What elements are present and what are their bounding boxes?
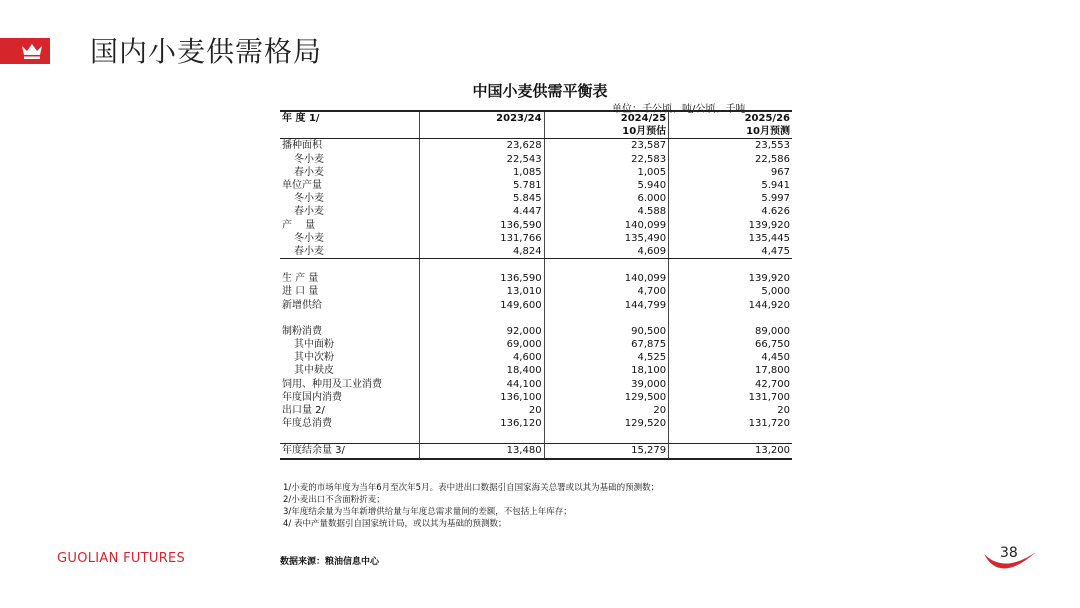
footnote: 4/ 表中产量数据引自国家统计局，或以其为基础的预测数； — [283, 519, 507, 529]
table-row — [280, 139, 792, 153]
table-cell: 4.588 — [544, 205, 669, 218]
unit-label: 单位：千公顷、吨/公顷、千吨 — [612, 104, 746, 115]
table-row — [280, 325, 792, 338]
table-cell: 20 — [420, 404, 545, 417]
row-label: 冬小麦 — [294, 232, 324, 244]
row-label: 新增供给 — [282, 299, 322, 311]
table-row — [280, 166, 792, 179]
table-cell: 5.941 — [669, 179, 792, 192]
row-label: 出口量 2/ — [282, 405, 325, 417]
row-label: 冬小麦 — [294, 193, 324, 205]
table-cell: 22,543 — [420, 153, 545, 166]
table-cell: 92,000 — [420, 325, 545, 338]
row-label: 春小麦 — [280, 245, 420, 259]
supply-demand-table — [280, 110, 792, 460]
table-row — [280, 153, 792, 166]
table-row — [280, 444, 792, 459]
table-cell: 136,590 — [420, 272, 545, 285]
table-cell: 17,800 — [669, 364, 792, 377]
table-row — [280, 299, 792, 312]
row-label: 生 产 量 — [282, 273, 319, 285]
table-cell: 135,490 — [544, 232, 669, 245]
table-cell: 4,609 — [544, 245, 669, 259]
row-label: 单位产量 — [282, 180, 322, 192]
table-row — [280, 179, 792, 192]
table-cell: 23,587 — [544, 139, 669, 153]
table-cell: 6.000 — [544, 192, 669, 205]
table-cell: 13,480 — [420, 444, 545, 459]
logo-red-bar — [0, 38, 50, 64]
table-cell: 13,010 — [420, 285, 545, 298]
table-cell: 131,720 — [669, 417, 792, 430]
spacer-row — [280, 430, 792, 444]
table-row — [280, 272, 792, 285]
table-cell: 22,583 — [544, 153, 669, 166]
table-cell: 4,700 — [544, 285, 669, 298]
row-label: 年度国内消费 — [282, 391, 342, 403]
col-subheader: 10月预估 — [544, 125, 669, 139]
table-cell: 18,100 — [544, 364, 669, 377]
col-header-year: 年 度 1/ — [280, 111, 420, 125]
table-cell: 135,445 — [669, 232, 792, 245]
row-label: 年度总消费 — [282, 418, 332, 430]
table-cell: 139,920 — [669, 219, 792, 232]
table-cell: 69,000 — [420, 338, 545, 351]
brand-name: GUOLIAN — [57, 551, 119, 566]
table-cell: 44,100 — [420, 378, 545, 391]
table-cell: 23,628 — [420, 139, 545, 153]
footnotes — [283, 482, 659, 530]
row-label: 产 量 — [282, 219, 316, 231]
table-row — [280, 391, 792, 404]
table-cell: 5.845 — [420, 192, 545, 205]
col-subheader — [420, 125, 545, 139]
table-cell: 5.940 — [544, 179, 669, 192]
table-cell: 4,824 — [420, 245, 545, 259]
table-cell: 144,799 — [544, 299, 669, 312]
table-cell: 4,600 — [420, 351, 545, 364]
table-cell: 42,700 — [669, 378, 792, 391]
table-cell: 20 — [544, 404, 669, 417]
brand-logo — [57, 551, 185, 566]
col-subheader: 10月预测 — [669, 125, 792, 139]
table-cell: 22,586 — [669, 153, 792, 166]
table-cell: 136,590 — [420, 219, 545, 232]
page-number: 38 — [1000, 545, 1018, 561]
table-cell: 66,750 — [669, 338, 792, 351]
brand-suffix: FUTURES — [123, 551, 186, 566]
table-row — [280, 417, 792, 430]
spacer-row — [280, 312, 792, 325]
table-row — [280, 245, 792, 259]
table-subheader-row — [280, 125, 792, 139]
table-cell: 5.997 — [669, 192, 792, 205]
table-row — [280, 285, 792, 298]
col-header: 2025/26 — [669, 111, 792, 125]
footnote: 3/年度结余量为当年新增供给量与年度总需求量间的差额，不包括上年库存； — [283, 507, 572, 517]
table-row — [280, 219, 792, 232]
table-cell: 4.447 — [420, 205, 545, 218]
spacer-row — [280, 259, 792, 273]
table-cell: 20 — [669, 404, 792, 417]
row-label: 冬小麦 — [294, 153, 324, 165]
table-cell: 1,005 — [544, 166, 669, 179]
table-cell: 89,000 — [669, 325, 792, 338]
table-cell: 140,099 — [544, 272, 669, 285]
footnote: 2/小麦出口不含面粉折麦； — [283, 495, 385, 505]
table-cell: 13,200 — [669, 444, 792, 459]
table-cell: 15,279 — [544, 444, 669, 459]
table-cell: 129,500 — [544, 391, 669, 404]
table-cell: 23,553 — [669, 139, 792, 153]
table-cell: 136,120 — [420, 417, 545, 430]
table-row — [280, 338, 792, 351]
table-cell: 136,100 — [420, 391, 545, 404]
row-label: 饲用、种用及工业消费 — [282, 378, 382, 390]
table-cell: 5.781 — [420, 179, 545, 192]
footnote: 1/小麦的市场年度为当年6月至次年5月。表中进出口数据引自国家海关总署或以其为基础的预测数； — [283, 483, 660, 493]
col-header: 2023/24 — [420, 111, 545, 125]
table-row — [280, 351, 792, 364]
table-cell: 4,525 — [544, 351, 669, 364]
table-cell: 139,920 — [669, 272, 792, 285]
table-cell: 39,000 — [544, 378, 669, 391]
crown-icon — [21, 42, 43, 60]
table-cell: 5,000 — [669, 285, 792, 298]
row-label: 其中面粉 — [294, 339, 334, 351]
table-cell: 90,500 — [544, 325, 669, 338]
table-cell: 131,700 — [669, 391, 792, 404]
table-row — [280, 192, 792, 205]
table-cell: 149,600 — [420, 299, 545, 312]
table-cell: 4,450 — [669, 351, 792, 364]
table-cell: 140,099 — [544, 219, 669, 232]
row-label: 春小麦 — [294, 206, 324, 218]
table-title: 中国小麦供需平衡表 — [472, 82, 608, 100]
row-label: 播种面积 — [282, 140, 322, 152]
row-label: 进 口 量 — [282, 286, 319, 298]
table-cell: 129,520 — [544, 417, 669, 430]
table-cell: 144,920 — [669, 299, 792, 312]
table-header-row — [280, 111, 792, 125]
table-cell: 967 — [669, 166, 792, 179]
table-cell: 4,475 — [669, 245, 792, 259]
table-cell: 18,400 — [420, 364, 545, 377]
table-cell: 1,085 — [420, 166, 545, 179]
table-row — [280, 232, 792, 245]
table-cell: 4.626 — [669, 205, 792, 218]
row-label: 年度结余量 3/ — [280, 444, 420, 459]
row-label: 制粉消费 — [282, 325, 322, 337]
table-row — [280, 378, 792, 391]
row-label: 其中次粉 — [294, 352, 334, 364]
table-row — [280, 404, 792, 417]
col-header: 2024/25 — [544, 111, 669, 125]
table-row — [280, 364, 792, 377]
table-cell: 131,766 — [420, 232, 545, 245]
table-cell: 67,875 — [544, 338, 669, 351]
row-label: 其中麸皮 — [294, 365, 334, 377]
row-label: 春小麦 — [294, 166, 324, 178]
table-row — [280, 205, 792, 218]
page-title: 国内小麦供需格局 — [90, 35, 323, 68]
data-source: 数据来源：粮油信息中心 — [280, 557, 380, 567]
